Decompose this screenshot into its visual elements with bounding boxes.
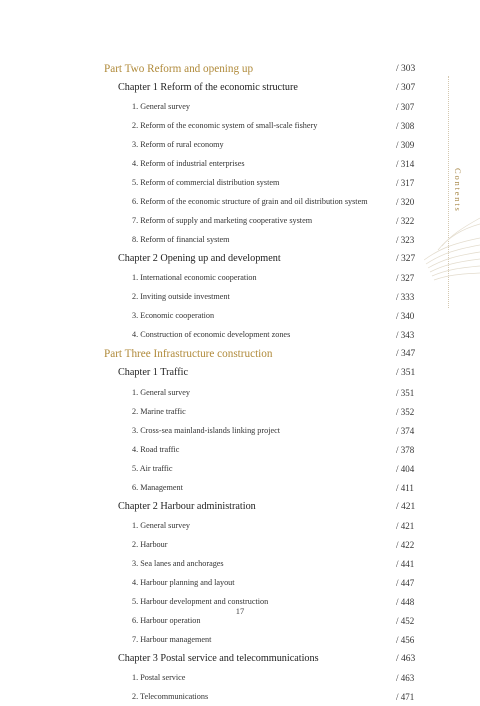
wave-decoration-icon xyxy=(424,200,480,312)
toc-entry-page: / 456 xyxy=(396,634,415,645)
toc-entry-page: / 448 xyxy=(396,596,415,607)
toc-entry-title: 7. Harbour management xyxy=(132,634,212,644)
toc-entry-title: 2. Harbour xyxy=(132,539,168,549)
toc-entry-chap xyxy=(0,250,480,268)
toc-entry-page: / 322 xyxy=(396,216,415,227)
toc-entry-page: / 327 xyxy=(396,254,416,265)
toc-entry-page: / 327 xyxy=(396,273,415,284)
toc-entry-page: / 314 xyxy=(396,159,415,170)
toc-entry-sec xyxy=(0,479,480,497)
toc-entry-page: / 421 xyxy=(396,520,415,531)
toc-entry-page: / 340 xyxy=(396,311,415,322)
toc-entry-title: 3. Sea lanes and anchorages xyxy=(132,558,224,568)
toc-entry-sec xyxy=(0,307,480,325)
toc-entry-sec xyxy=(0,441,480,459)
toc-entry-title: Chapter 1 Traffic xyxy=(118,367,188,379)
toc-entry-sec xyxy=(0,517,480,535)
toc-entry-title: 5. Harbour development and construction xyxy=(132,596,269,606)
toc-entry-sec xyxy=(0,403,480,421)
toc-entry-page: / 352 xyxy=(396,406,415,417)
page-number: 17 xyxy=(235,606,245,616)
toc-entry-title: 1. General survey xyxy=(132,520,190,530)
toc-entry-page: / 411 xyxy=(396,482,414,493)
toc-entry-page: / 447 xyxy=(396,577,415,588)
toc-entry-title: 5. Reform of commercial distribution system xyxy=(132,178,280,188)
toc-entry-title: 2. Telecommunications xyxy=(132,691,209,701)
toc-entry-sec xyxy=(0,193,480,211)
toc-entry-sec xyxy=(0,117,480,135)
toc-entry-page: / 323 xyxy=(396,235,415,246)
toc-entry-sec xyxy=(0,212,480,230)
toc-entry-sec xyxy=(0,288,480,306)
toc-entry-page: / 378 xyxy=(396,444,415,455)
toc-entry-sec xyxy=(0,536,480,554)
toc-entry-title: Part Two Reform and opening up xyxy=(104,63,254,75)
toc-entry-title: 1. International economic cooperation xyxy=(132,273,257,283)
toc-entry-page: / 307 xyxy=(396,83,416,94)
toc-entry-title: Part Three Infrastructure construction xyxy=(104,348,273,361)
toc-entry-page: / 303 xyxy=(396,64,416,74)
toc-entry-sec xyxy=(0,688,480,706)
toc-entry-title: 3. Cross-sea mainland-islands linking project xyxy=(132,425,281,435)
toc-entry-page: / 333 xyxy=(396,292,415,303)
toc-entry-sec xyxy=(0,460,480,478)
toc-entry-page: / 374 xyxy=(396,425,415,436)
toc-entry-title: 3. Reform of rural economy xyxy=(132,140,224,150)
toc-entry-chap xyxy=(0,650,480,668)
toc-entry-page: / 404 xyxy=(396,463,415,474)
toc-entry-title: 6. Harbour operation xyxy=(132,615,201,625)
toc-entry-title: Chapter 2 Harbour administration xyxy=(118,500,256,512)
toc-entry-sec xyxy=(0,174,480,192)
toc-entry-title: 4. Reform of industrial enterprises xyxy=(132,159,245,169)
toc-entry-page: / 317 xyxy=(396,178,415,189)
toc-entry-page: / 463 xyxy=(396,672,415,683)
toc-entry-page: / 343 xyxy=(396,330,415,341)
toc-entry-page: / 309 xyxy=(396,140,415,151)
toc-entry-page: / 320 xyxy=(396,197,415,208)
toc-entry-title: 2. Reform of the economic system of small-scale fishery xyxy=(132,121,318,131)
toc-entry-title: Chapter 3 Postal service and telecommunications xyxy=(118,652,319,664)
toc-entry-title: 1. Postal service xyxy=(132,672,186,682)
toc-entry-sec xyxy=(0,155,480,173)
toc-entry-sec xyxy=(0,422,480,440)
toc-entry-page: / 308 xyxy=(396,121,415,132)
toc-entry-page: / 452 xyxy=(396,615,415,626)
toc-entry-title: 6. Management xyxy=(132,482,183,492)
toc-entry-title: 1. General survey xyxy=(132,102,190,112)
toc-entry-title: 3. Economic cooperation xyxy=(132,311,215,321)
toc-entry-title: 4. Harbour planning and layout xyxy=(132,577,235,587)
toc-entry-sec xyxy=(0,669,480,687)
toc-entry-page: / 471 xyxy=(396,691,415,702)
toc-entry-chap xyxy=(0,498,480,516)
side-section-label: Contents xyxy=(453,168,463,213)
toc-entry-page: / 422 xyxy=(396,539,415,550)
toc-entry-title: 7. Reform of supply and marketing cooperative system xyxy=(132,216,313,226)
toc-entry-sec xyxy=(0,326,480,344)
toc-entry-sec xyxy=(0,136,480,154)
toc-entry-sec xyxy=(0,555,480,573)
toc-entry-title: 5. Air traffic xyxy=(132,463,173,473)
toc-entry-title: 2. Inviting outside investment xyxy=(132,292,230,302)
toc-entry-part xyxy=(0,345,480,363)
toc-entry-title: 4. Construction of economic development zones xyxy=(132,330,291,340)
toc-entry-title: Chapter 1 Reform of the economic structure xyxy=(118,82,298,94)
toc-entry-sec xyxy=(0,574,480,592)
toc-entry-title: 8. Reform of financial system xyxy=(132,235,230,245)
toc-entry-title: Chapter 2 Opening up and development xyxy=(118,253,281,265)
toc-entry-sec xyxy=(0,384,480,402)
toc-entry-title: 6. Reform of the economic structure of grain and oil distribution system xyxy=(132,197,368,207)
toc-entry-page: / 421 xyxy=(396,501,416,512)
toc-entry-chap xyxy=(0,79,480,97)
toc-entry-sec xyxy=(0,98,480,116)
toc-entry-page: / 441 xyxy=(396,558,415,569)
toc-entry-page: / 351 xyxy=(396,387,415,398)
toc-entry-sec xyxy=(0,631,480,649)
toc-entry-title: 4. Road traffic xyxy=(132,444,180,454)
toc-entry-sec xyxy=(0,269,480,287)
toc-entry-sec xyxy=(0,231,480,249)
toc-entry-chap xyxy=(0,364,480,382)
toc-entry-part xyxy=(0,60,480,78)
toc-entry-title: 2. Marine traffic xyxy=(132,406,186,416)
toc-entry-page: / 463 xyxy=(396,653,416,664)
toc-entry-page: / 347 xyxy=(396,349,416,360)
toc-entry-page: / 307 xyxy=(396,102,415,113)
toc-entry-title: 1. General survey xyxy=(132,387,190,397)
toc-entry-page: / 351 xyxy=(396,368,416,379)
